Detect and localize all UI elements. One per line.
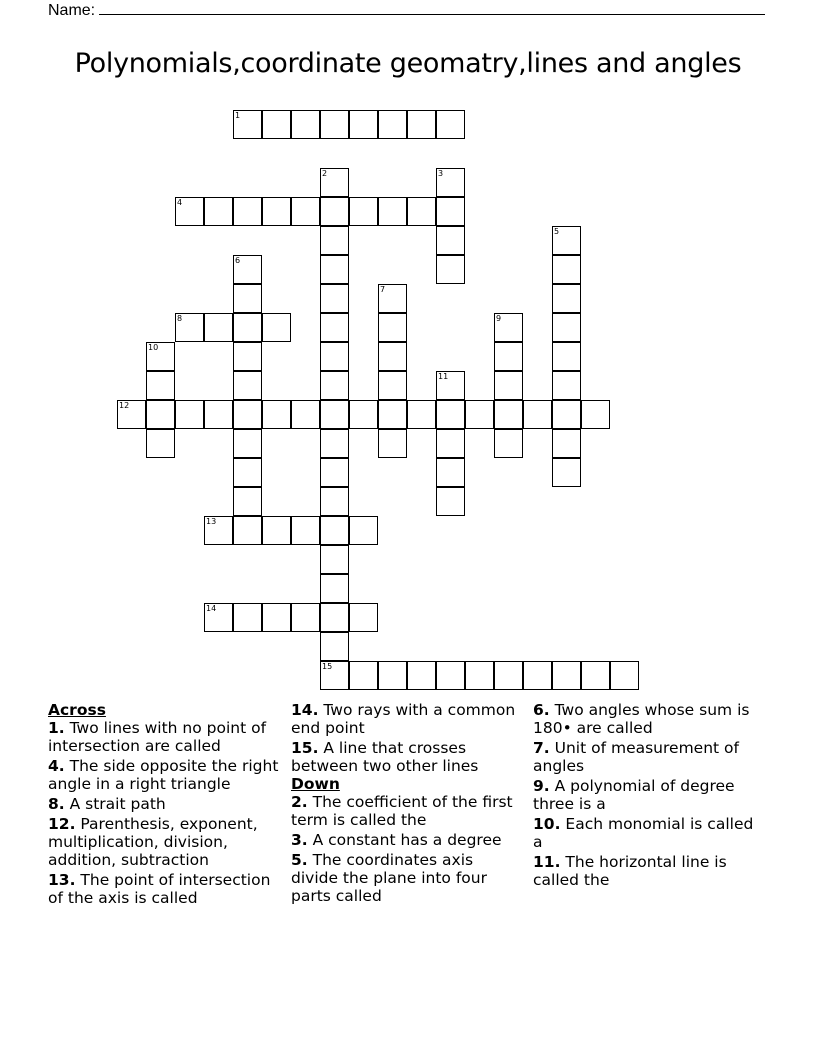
crossword-cell[interactable] [233, 371, 262, 400]
cell-number: 6 [235, 256, 241, 265]
crossword-cell[interactable] [407, 400, 436, 429]
clues-column-3 [533, 701, 765, 891]
crossword-cell[interactable] [262, 603, 291, 632]
crossword-cell[interactable] [320, 632, 349, 661]
crossword-cell[interactable] [465, 400, 494, 429]
crossword-cell[interactable] [204, 313, 233, 342]
crossword-cell[interactable] [262, 110, 291, 139]
crossword-cell[interactable] [378, 342, 407, 371]
clue-down-6: 6. Two angles whose sum is 180• are called [533, 701, 750, 737]
crossword-cell[interactable] [233, 429, 262, 458]
crossword-cell[interactable] [291, 197, 320, 226]
crossword-cell[interactable] [581, 661, 610, 690]
crossword-cell[interactable] [291, 603, 320, 632]
cell-number: 9 [496, 314, 502, 323]
crossword-cell[interactable] [233, 197, 262, 226]
crossword-cell[interactable] [494, 661, 523, 690]
cell-number: 2 [322, 169, 328, 178]
crossword-cell[interactable] [552, 226, 581, 255]
crossword-cell[interactable] [262, 313, 291, 342]
crossword-cell[interactable] [436, 226, 465, 255]
crossword-cell[interactable] [552, 313, 581, 342]
crossword-cell[interactable] [320, 603, 349, 632]
crossword-cell[interactable] [349, 661, 378, 690]
crossword-cell[interactable] [378, 284, 407, 313]
crossword-cell[interactable] [262, 400, 291, 429]
crossword-cell[interactable] [552, 400, 581, 429]
crossword-cell[interactable] [436, 661, 465, 690]
crossword-cell[interactable] [610, 661, 639, 690]
clue-across-1: 1. Two lines with no point of intersection are called [48, 719, 267, 755]
crossword-cell[interactable] [378, 313, 407, 342]
crossword-cell[interactable] [233, 342, 262, 371]
clue-down-7: 7. Unit of measurement of angles [533, 739, 739, 775]
crossword-cell[interactable] [204, 516, 233, 545]
crossword-cell[interactable] [233, 516, 262, 545]
name-label: Name: [48, 2, 96, 19]
crossword-cell[interactable] [407, 661, 436, 690]
cell-number: 1 [235, 111, 241, 120]
crossword-cell[interactable] [436, 255, 465, 284]
crossword-cell[interactable] [552, 284, 581, 313]
crossword-cell[interactable] [262, 516, 291, 545]
clue-across-12: 12. Parenthesis, exponent, multiplication, division, addition, subtraction [48, 815, 258, 869]
crossword-cell[interactable] [378, 661, 407, 690]
crossword-cell[interactable] [204, 197, 233, 226]
crossword-cell[interactable] [436, 458, 465, 487]
crossword-cell[interactable] [320, 487, 349, 516]
page-title: Polynomials,coordinate geomatry,lines and angles [74, 48, 742, 79]
crossword-cell[interactable] [233, 487, 262, 516]
cell-number: 4 [177, 198, 183, 207]
crossword-cell[interactable] [407, 110, 436, 139]
crossword-cell[interactable] [146, 400, 175, 429]
crossword-cell[interactable] [233, 458, 262, 487]
crossword-cell[interactable] [436, 429, 465, 458]
clue-across-15: 15. A line that crosses between two other lines [291, 739, 479, 775]
crossword-cell[interactable] [436, 197, 465, 226]
crossword-cell[interactable] [320, 458, 349, 487]
crossword-cell[interactable] [552, 661, 581, 690]
crossword-cell[interactable] [320, 284, 349, 313]
crossword-cell[interactable] [552, 429, 581, 458]
cell-number: 10 [148, 343, 159, 352]
crossword-cell[interactable] [320, 429, 349, 458]
crossword-cell[interactable] [349, 197, 378, 226]
crossword-cell[interactable] [378, 429, 407, 458]
crossword-cell[interactable] [436, 371, 465, 400]
crossword-cell[interactable] [320, 661, 349, 690]
clue-across-8: 8. A strait path [48, 795, 166, 813]
cell-number: 14 [206, 604, 217, 613]
crossword-cell[interactable] [349, 400, 378, 429]
cell-number: 8 [177, 314, 183, 323]
crossword-cell[interactable] [494, 313, 523, 342]
clue-down-9: 9. A polynomial of degree three is a [533, 777, 735, 813]
cell-number: 5 [554, 227, 560, 236]
crossword-cell[interactable] [291, 400, 320, 429]
crossword-cell[interactable] [233, 255, 262, 284]
crossword-cell[interactable] [291, 516, 320, 545]
clues-column-1 [48, 701, 280, 909]
crossword-cell[interactable] [233, 110, 262, 139]
crossword-cell[interactable] [146, 371, 175, 400]
crossword-cell[interactable] [320, 516, 349, 545]
crossword-cell[interactable] [204, 400, 233, 429]
crossword-cell[interactable] [436, 400, 465, 429]
clue-down-5: 5. The coordinates axis divide the plane into four parts called [291, 851, 487, 905]
crossword-cell[interactable] [494, 400, 523, 429]
crossword-cell[interactable] [320, 226, 349, 255]
crossword-cell[interactable] [320, 371, 349, 400]
crossword-cell[interactable] [378, 400, 407, 429]
crossword-cell[interactable] [349, 516, 378, 545]
crossword-cell[interactable] [175, 400, 204, 429]
down-heading: Down [291, 775, 340, 793]
crossword-cell[interactable] [175, 197, 204, 226]
cell-number: 12 [119, 401, 130, 410]
clue-down-11: 11. The horizontal line is called the [533, 853, 727, 889]
crossword-cell[interactable] [436, 487, 465, 516]
cell-number: 15 [322, 662, 333, 671]
crossword-cell[interactable] [320, 400, 349, 429]
clue-down-10: 10. Each monomial is called a [533, 815, 754, 851]
across-heading: Across [48, 701, 106, 719]
cell-number: 13 [206, 517, 217, 526]
crossword-cell[interactable] [233, 313, 262, 342]
cell-number: 3 [438, 169, 444, 178]
crossword-cell[interactable] [175, 313, 204, 342]
crossword-cell[interactable] [233, 284, 262, 313]
clues-column-2 [291, 701, 523, 907]
clue-across-13: 13. The point of intersection of the axis is called [48, 871, 271, 907]
crossword-cell[interactable] [320, 255, 349, 284]
crossword-cell[interactable] [378, 197, 407, 226]
crossword-cell[interactable] [552, 458, 581, 487]
crossword-cell[interactable] [146, 429, 175, 458]
crossword-cell[interactable] [146, 342, 175, 371]
crossword-cell[interactable] [378, 110, 407, 139]
clue-down-3: 3. A constant has a degree [291, 831, 502, 849]
cell-number: 7 [380, 285, 386, 294]
crossword-cell[interactable] [117, 400, 146, 429]
crossword-cell[interactable] [320, 197, 349, 226]
crossword-cell[interactable] [204, 603, 233, 632]
crossword-cell[interactable] [320, 110, 349, 139]
crossword-cell[interactable] [349, 603, 378, 632]
clue-across-4: 4. The side opposite the right angle in a right triangle [48, 757, 279, 793]
crossword-cell[interactable] [436, 168, 465, 197]
crossword-cell[interactable] [494, 371, 523, 400]
crossword-cell[interactable] [320, 313, 349, 342]
crossword-cell[interactable] [436, 110, 465, 139]
crossword-cell[interactable] [407, 197, 436, 226]
clue-across-14: 14. Two rays with a common end point [291, 701, 516, 737]
crossword-cell[interactable] [552, 371, 581, 400]
cell-number: 11 [438, 372, 449, 381]
crossword-cell[interactable] [494, 429, 523, 458]
crossword-cell[interactable] [378, 371, 407, 400]
crossword-cell[interactable] [233, 603, 262, 632]
crossword-cell[interactable] [233, 400, 262, 429]
crossword-cell[interactable] [349, 110, 378, 139]
crossword-cell[interactable] [291, 110, 320, 139]
clue-down-2: 2. The coefficient of the first term is called the [291, 793, 513, 829]
crossword-cell[interactable] [465, 661, 494, 690]
crossword-cell[interactable] [320, 168, 349, 197]
crossword-cell[interactable] [320, 545, 349, 574]
crossword-cell[interactable] [262, 197, 291, 226]
crossword-cell[interactable] [523, 661, 552, 690]
crossword-cell[interactable] [523, 400, 552, 429]
crossword-cell[interactable] [581, 400, 610, 429]
crossword-cell[interactable] [320, 342, 349, 371]
crossword-cell[interactable] [552, 342, 581, 371]
crossword-cell[interactable] [494, 342, 523, 371]
crossword-cell[interactable] [320, 574, 349, 603]
crossword-cell[interactable] [552, 255, 581, 284]
